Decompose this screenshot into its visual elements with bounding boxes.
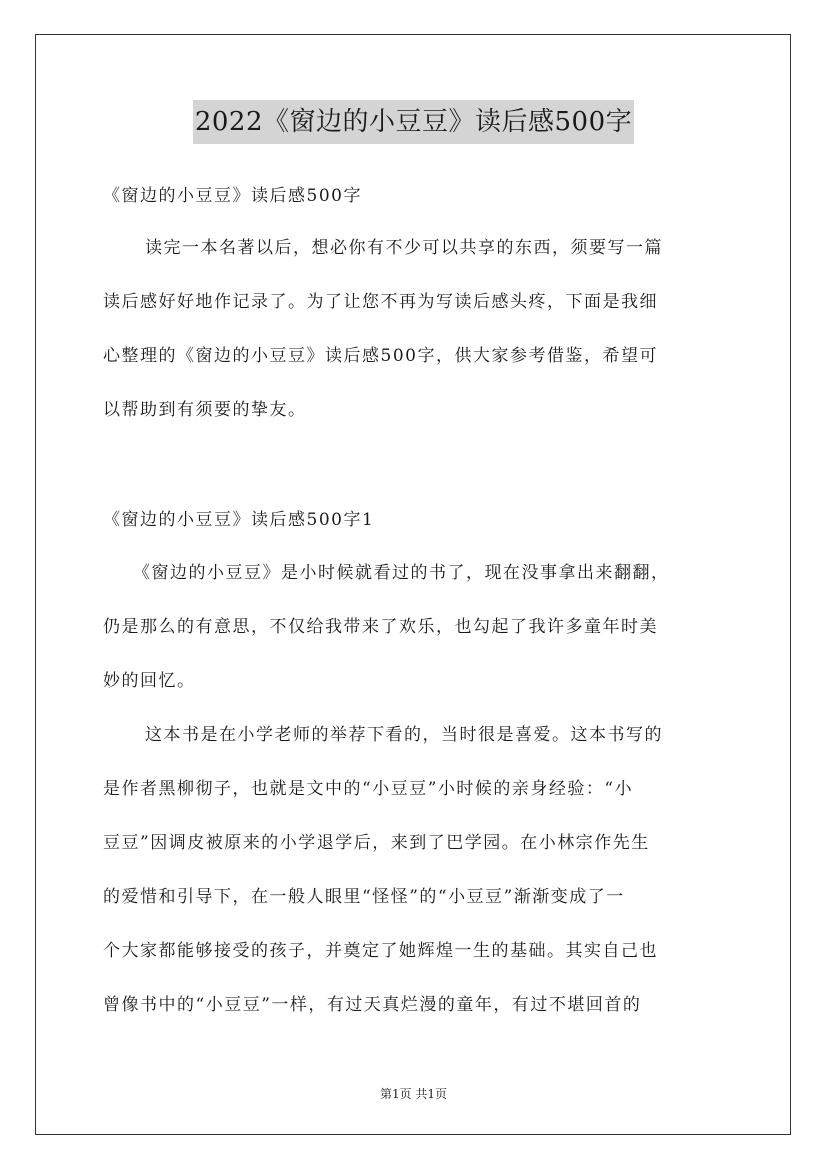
paragraph-line: 读完一本名著以后，想必你有不少可以共享的东西，须要写一篇 <box>145 238 663 258</box>
paragraph-line: 仍是那么的有意思，不仅给我带来了欢乐，也勾起了我许多童年时美 <box>103 617 658 637</box>
page-number: 第1页 共1页 <box>379 1087 448 1101</box>
paragraph-line: 《窗边的小豆豆》是小时候就看过的书了，现在没事拿出来翻翻， <box>133 563 670 583</box>
paragraph-line: 豆豆”因调皮被原来的小学退学后，来到了巴学园。在小林宗作先生 <box>103 833 650 853</box>
section-heading: 《窗边的小豆豆》读后感500字1 <box>103 510 375 530</box>
paragraph-line: 以帮助到有须要的挚友。 <box>103 400 307 420</box>
document-title: 2022《窗边的小豆豆》读后感500字 <box>193 100 634 144</box>
paragraph-line: 这本书是在小学老师的举荐下看的，当时很是喜爱。这本书写的 <box>145 725 663 745</box>
paragraph-line: 是作者黑柳彻子，也就是文中的“小豆豆”小时候的亲身经验：“小 <box>103 779 634 799</box>
paragraph-line: 妙的回忆。 <box>103 671 196 691</box>
paragraph-line: 读后感好好地作记录了。为了让您不再为写读后感头疼，下面是我细 <box>103 292 658 312</box>
paragraph-line: 个大家都能够接受的孩子，并奠定了她辉煌一生的基础。其实自己也 <box>103 941 658 961</box>
paragraph-line: 曾像书中的“小豆豆”一样，有过天真烂漫的童年，有过不堪回首的 <box>103 995 642 1015</box>
document-title-wrapper <box>0 100 827 144</box>
paragraph-line: 心整理的《窗边的小豆豆》读后感500字，供大家参考借鉴，希望可 <box>103 346 658 366</box>
heading-line: 《窗边的小豆豆》读后感500字 <box>103 186 362 206</box>
paragraph-line: 的爱惜和引导下，在一般人眼里“怪怪”的“小豆豆”渐渐变成了一 <box>103 887 625 907</box>
